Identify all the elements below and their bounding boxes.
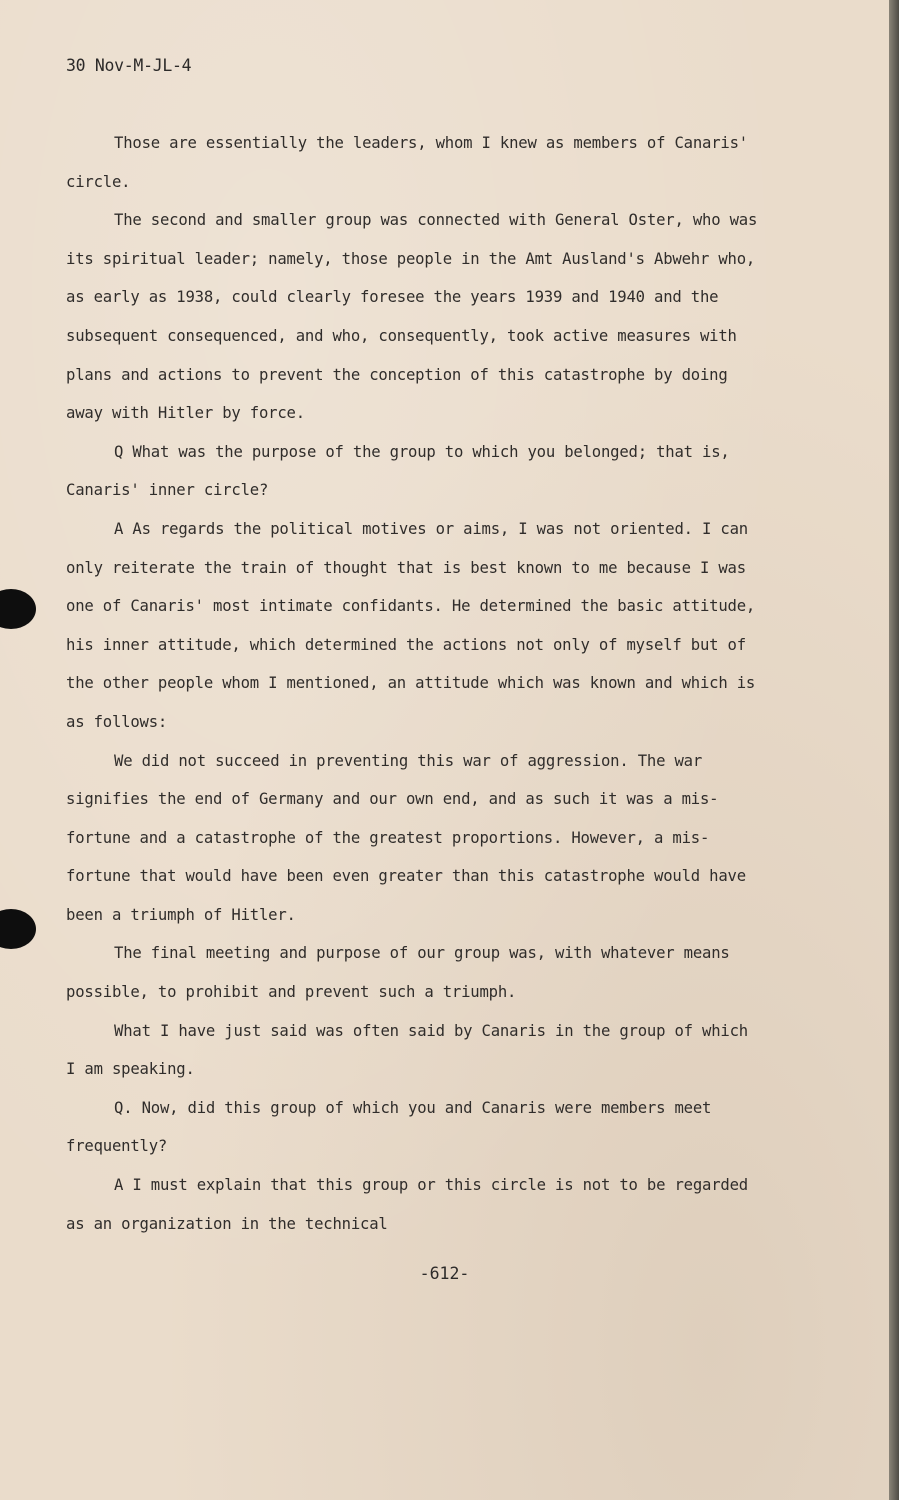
question-2 [66, 1089, 806, 1166]
paragraph-line: The final meeting and purpose of our group was, with whatever means [114, 944, 730, 963]
paragraph-line: fortune that would have been even greater than this catastrophe would have [66, 867, 746, 886]
paragraph-quote [66, 742, 806, 935]
document-reference: 30 Nov-M-JL-4 [66, 56, 192, 75]
scan-edge [889, 0, 899, 1500]
answer-2 [66, 1166, 806, 1243]
paragraph-line: frequently? [66, 1137, 168, 1156]
paragraph-line: circle. [66, 172, 131, 191]
page-number: -612- [419, 1264, 470, 1283]
paragraph-1 [66, 124, 806, 201]
paragraph-line: Q What was the purpose of the group to which you belonged; that is, [114, 442, 730, 461]
paragraph-line: been a triumph of Hitler. [66, 905, 296, 924]
paragraph-line: as early as 1938, could clearly foresee the years 1939 and 1940 and the [66, 288, 719, 307]
paragraph-line: subsequent consequenced, and who, consequently, took active measures with [66, 326, 737, 345]
paragraph-line: Those are essentially the leaders, whom I knew as members of Canaris' [114, 134, 748, 152]
paragraph-line: one of Canaris' most intimate confidants. He determined the basic attitude, [66, 597, 756, 616]
punch-hole-upper [0, 589, 36, 629]
paragraph-line: away with Hitler by force. [66, 404, 305, 423]
paragraph-line: Canaris' inner circle? [66, 481, 269, 500]
paragraph-line: Q. Now, did this group of which you and Canaris were members meet [114, 1098, 712, 1117]
paragraph-line: the other people whom I mentioned, an attitude which was known and which is [66, 674, 756, 693]
paragraph-line: A As regards the political motives or aims, I was not oriented. I can [114, 519, 748, 538]
paragraph-line: signifies the end of Germany and our own end, and as such it was a mis- [66, 790, 719, 809]
paragraph-canaris [66, 1012, 806, 1089]
paragraph-2 [66, 201, 806, 433]
paragraph-line: possible, to prohibit and prevent such a triumph. [66, 983, 517, 1002]
paragraph-line: only reiterate the train of thought that is best known to me because I was [66, 558, 746, 577]
paragraph-line: The second and smaller group was connected with General Oster, who was [114, 211, 758, 230]
paragraph-line: as follows: [66, 712, 168, 731]
answer-1 [66, 510, 806, 742]
paragraph-line: as an organization in the technical [66, 1214, 388, 1233]
paragraph-line: plans and actions to prevent the conception of this catastrophe by doing [66, 365, 728, 384]
transcript-body [66, 124, 806, 1243]
paragraph-line: What I have just said was often said by Canaris in the group of which [114, 1021, 748, 1040]
question-1 [66, 433, 806, 510]
paragraph-line: his inner attitude, which determined the actions not only of myself but of [66, 635, 746, 654]
paragraph-line: fortune and a catastrophe of the greatest proportions. However, a mis- [66, 828, 710, 847]
paragraph-line: A I must explain that this group or this circle is not to be regarded [114, 1176, 748, 1195]
paragraph-line: its spiritual leader; namely, those people in the Amt Ausland's Abwehr who, [66, 249, 756, 268]
paragraph-purpose [66, 934, 806, 1011]
paragraph-line: We did not succeed in preventing this war of aggression. The war [114, 751, 703, 770]
punch-hole-lower [0, 909, 36, 949]
paragraph-line: I am speaking. [66, 1060, 195, 1079]
